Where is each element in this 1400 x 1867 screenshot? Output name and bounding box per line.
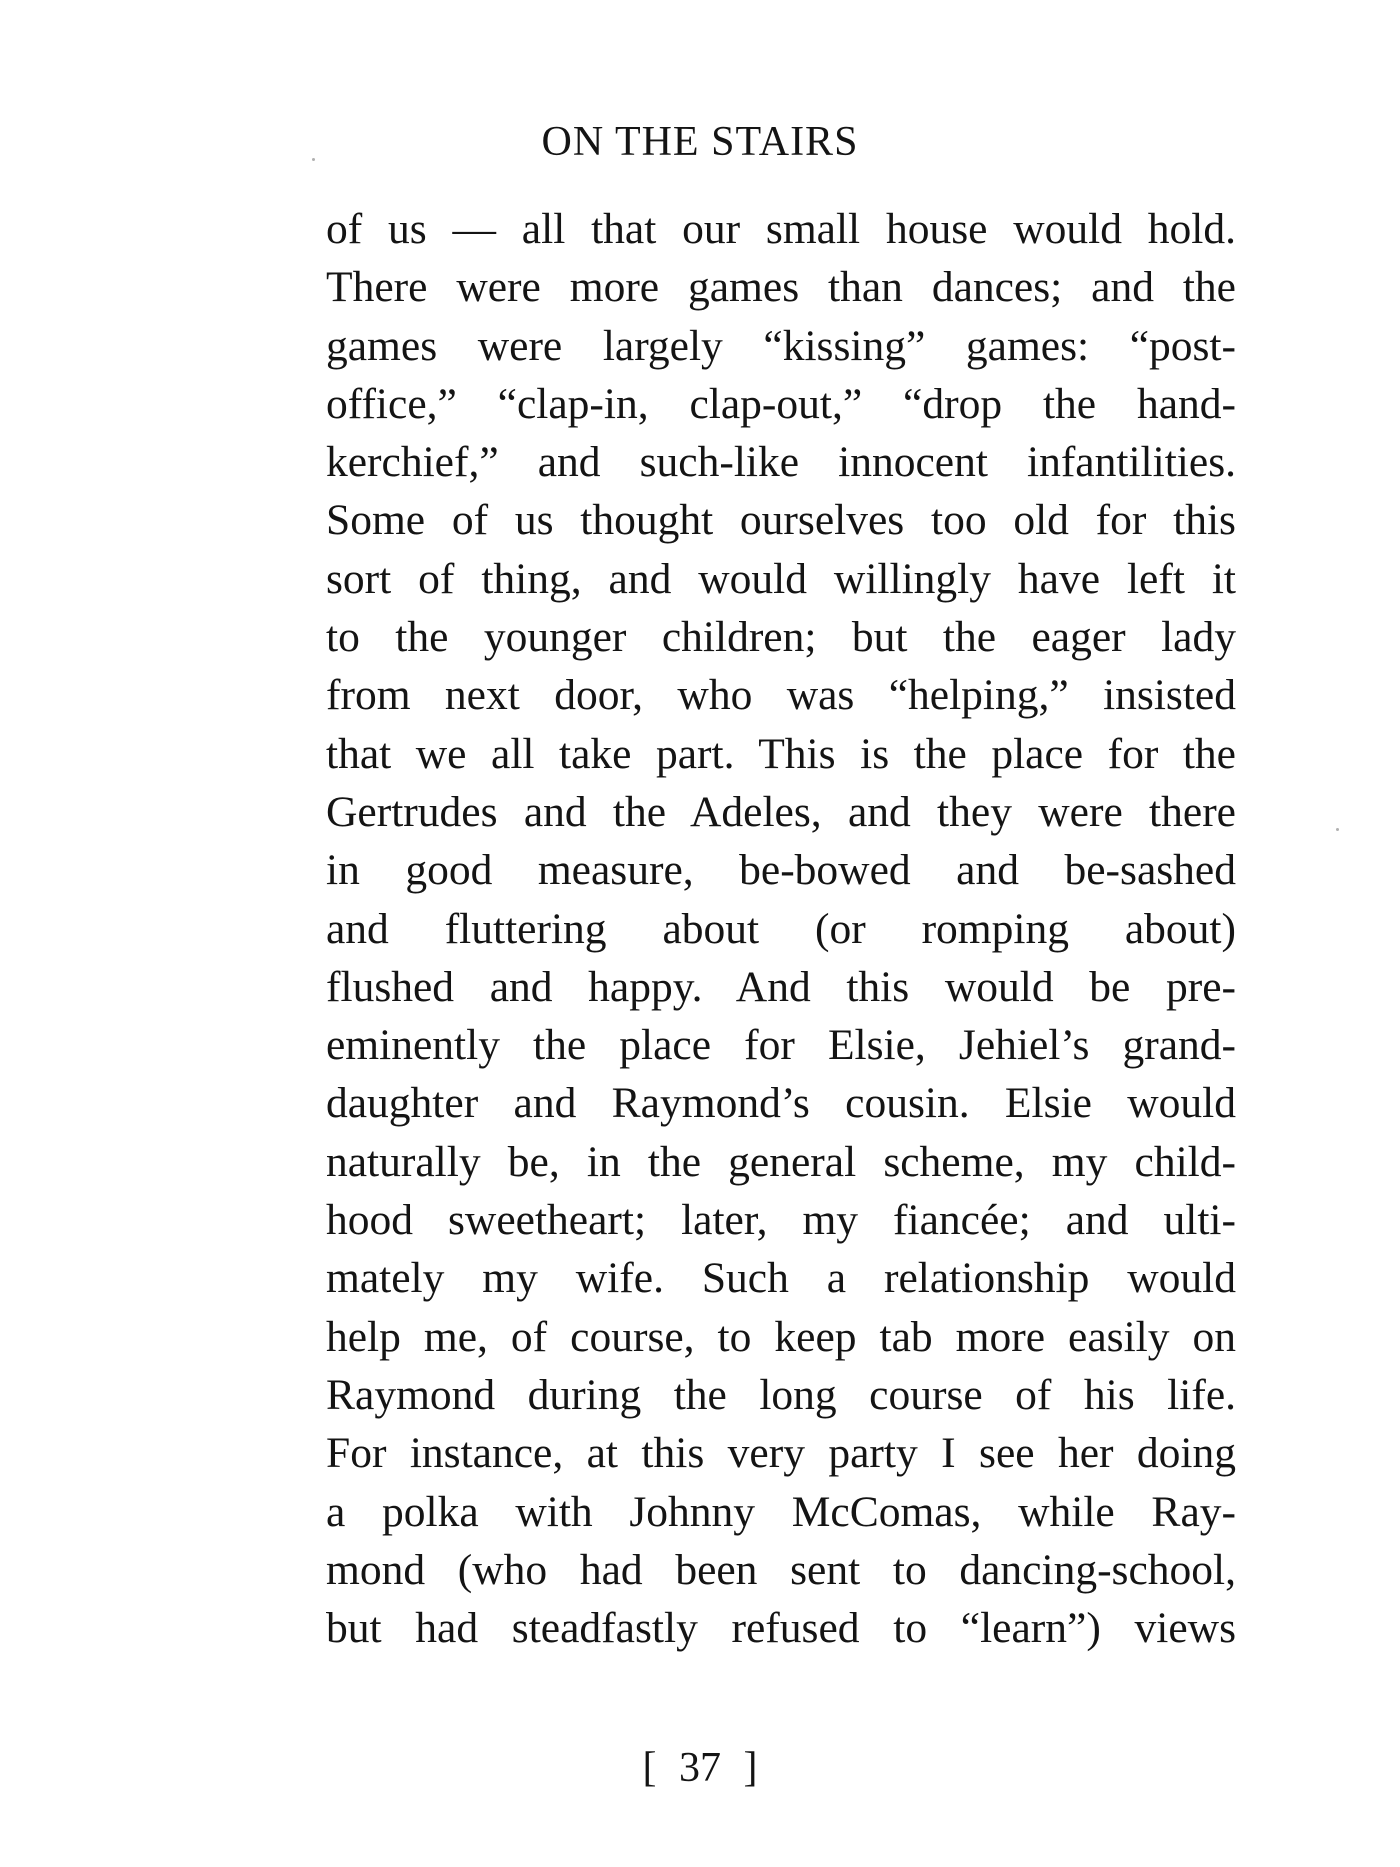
text-line: that we all take part. This is the place for the [326, 729, 1236, 778]
text-line: games were largely “kissing” games: “post- [326, 321, 1236, 370]
text-line: a polka with Johnny McComas, while Ray- [326, 1487, 1236, 1536]
text-line: flushed and happy. And this would be pre- [326, 962, 1236, 1011]
text-line: to the younger children; but the eager lady [326, 613, 1236, 662]
text-line: office,” “clap-in, clap-out,” “drop the hand- [326, 379, 1236, 428]
text-line: mond (who had been sent to dancing-school, [326, 1545, 1236, 1594]
running-head-title: ON THE STAIRS [541, 119, 859, 165]
text-line: Some of us thought ourselves too old for this [326, 496, 1236, 545]
page-number: [ 37 ] [642, 1745, 758, 1791]
text-line: daughter and Raymond’s cousin. Elsie would [326, 1079, 1236, 1128]
text-line: help me, of course, to keep tab more easily on [326, 1312, 1236, 1361]
text-line: For instance, at this very party I see her doing [326, 1429, 1236, 1478]
text-line: of us — all that our small house would hold. [326, 205, 1236, 253]
text-line: in good measure, be-bowed and be-sashed [326, 846, 1236, 895]
text-line: but had steadfastly refused to “learn”) views [326, 1604, 1236, 1653]
text-line: sort of thing, and would willingly have left it [326, 554, 1236, 603]
text-line: and fluttering about (or romping about) [326, 904, 1236, 953]
text-line: There were more games than dances; and the [326, 263, 1236, 312]
text-line: from next door, who was “helping,” insisted [326, 671, 1236, 720]
text-line: kerchief,” and such-like innocent infantilities. [326, 438, 1236, 487]
text-line: eminently the place for Elsie, Jehiel’s grand- [326, 1021, 1236, 1070]
scan-speck [1336, 828, 1339, 831]
text-line: Raymond during the long course of his life. [326, 1370, 1236, 1419]
text-line: mately my wife. Such a relationship would [326, 1254, 1236, 1303]
text-line: Gertrudes and the Adeles, and they were there [326, 787, 1236, 836]
body-text [326, 200, 1236, 1657]
text-line: hood sweetheart; later, my fiancée; and ulti- [326, 1196, 1236, 1245]
text-line: naturally be, in the general scheme, my child- [326, 1137, 1236, 1186]
